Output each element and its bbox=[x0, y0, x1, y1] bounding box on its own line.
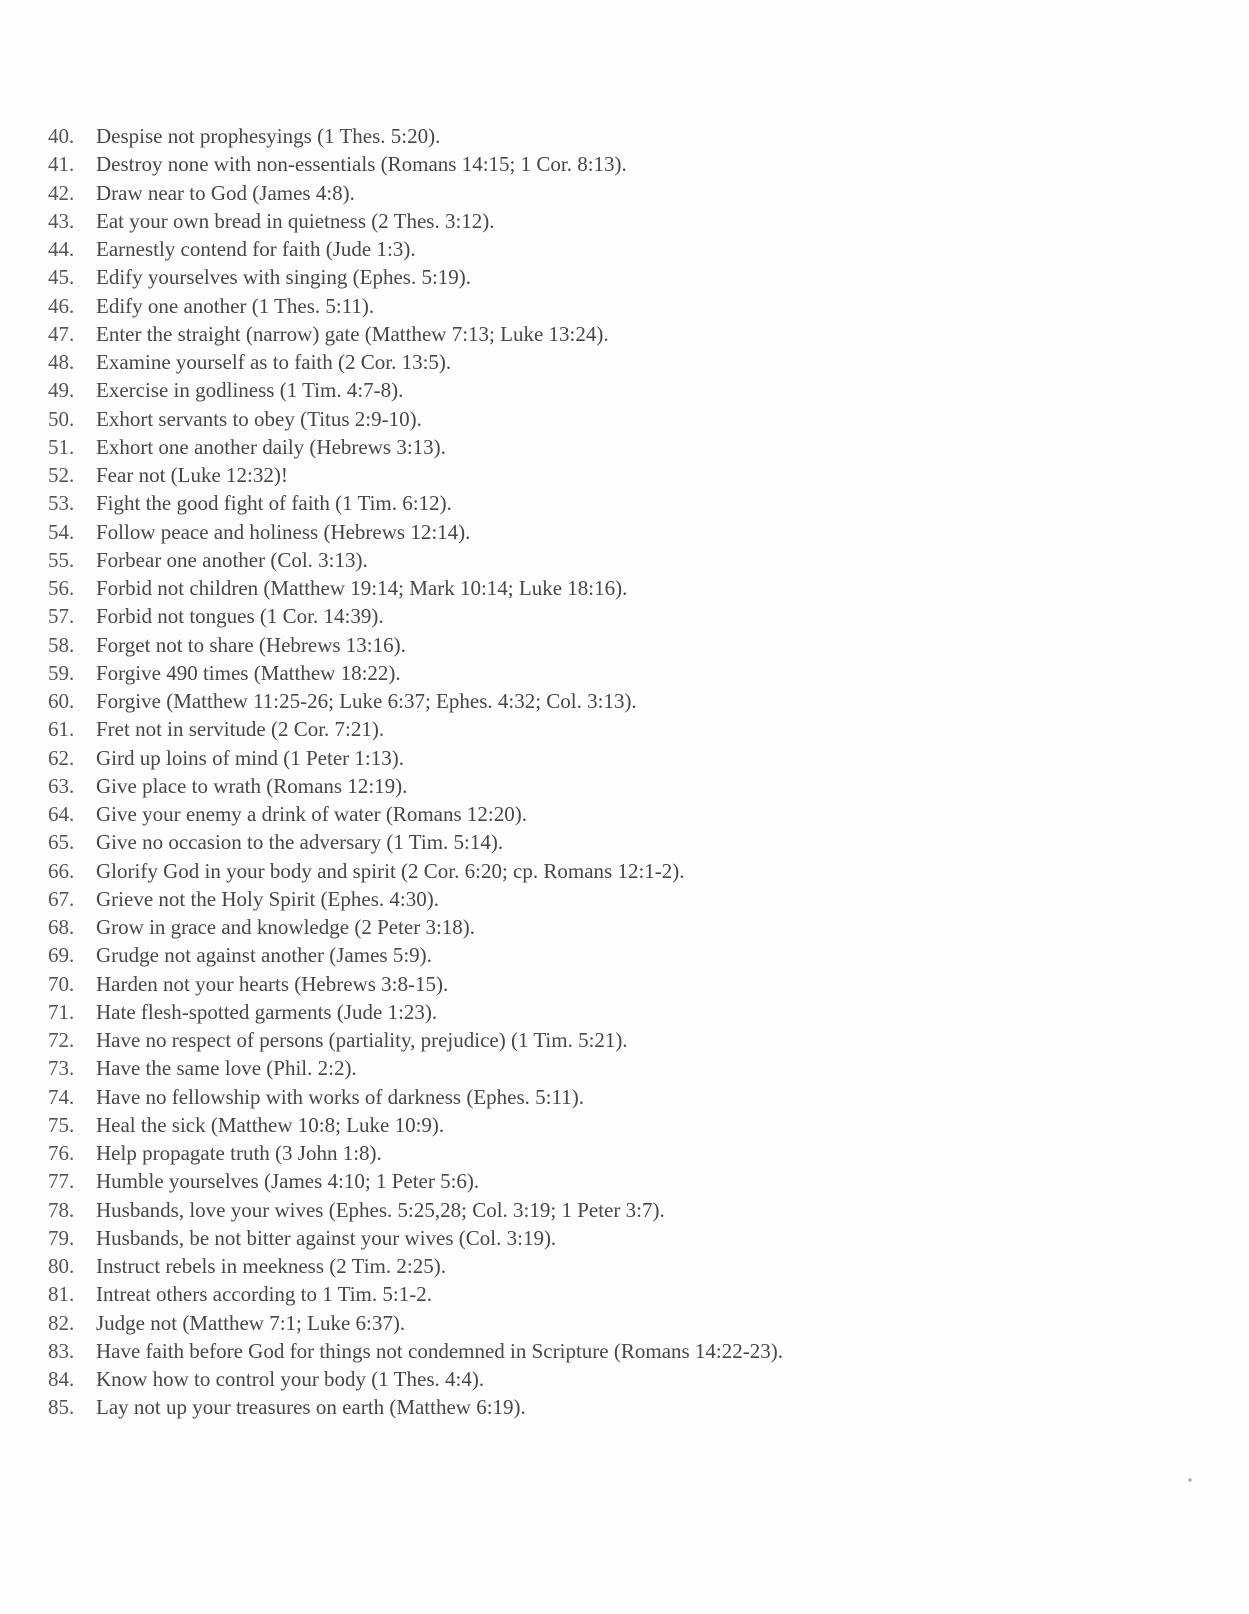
list-item bbox=[48, 546, 1208, 574]
item-text: Exhort one another daily (Hebrews 3:13). bbox=[96, 434, 446, 459]
item-number: 56. bbox=[48, 576, 75, 600]
item-text: Eat your own bread in quietness (2 Thes. 3:12). bbox=[96, 208, 495, 233]
list-item bbox=[48, 1280, 1208, 1308]
item-text: Glorify God in your body and spirit (2 Cor. 6:20; cp. Romans 12:1-2). bbox=[96, 858, 685, 883]
list-item bbox=[48, 207, 1208, 235]
list-item bbox=[48, 1224, 1208, 1252]
item-text: Give place to wrath (Romans 12:19). bbox=[96, 773, 408, 798]
item-text: Forbid not tongues (1 Cor. 14:39). bbox=[96, 604, 384, 629]
item-number: 46. bbox=[48, 293, 75, 318]
item-number: 68. bbox=[48, 915, 75, 939]
list-item bbox=[48, 602, 1208, 630]
item-number: 66. bbox=[48, 858, 75, 883]
list-item bbox=[48, 631, 1208, 659]
item-number: 74. bbox=[48, 1084, 75, 1109]
scan-speck bbox=[1188, 1478, 1192, 1482]
item-number: 60. bbox=[48, 689, 75, 713]
item-text: Edify one another (1 Thes. 5:11). bbox=[96, 293, 375, 318]
item-text: Fear not (Luke 12:32)! bbox=[96, 463, 288, 487]
item-text: Edify yourselves with singing (Ephes. 5:19). bbox=[96, 265, 472, 290]
item-text: Forgive 490 times (Matthew 18:22). bbox=[96, 660, 401, 685]
item-text: Hate flesh-spotted garments (Jude 1:23). bbox=[96, 999, 438, 1024]
list-item bbox=[48, 1252, 1208, 1280]
item-text: Have no respect of persons (partiality, prejudice) (1 Tim. 5:21). bbox=[96, 1028, 628, 1052]
item-text: Humble yourselves (James 4:10; 1 Peter 5:6). bbox=[96, 1169, 480, 1194]
list-item bbox=[48, 1365, 1208, 1393]
item-number: 43. bbox=[48, 208, 75, 233]
item-number: 84. bbox=[48, 1367, 75, 1391]
list-item bbox=[48, 489, 1208, 517]
list-item bbox=[48, 179, 1208, 207]
list-item bbox=[48, 1167, 1208, 1195]
list-item bbox=[48, 574, 1208, 602]
item-number: 75. bbox=[48, 1112, 75, 1137]
list-item bbox=[48, 235, 1208, 263]
list-item bbox=[48, 1337, 1208, 1365]
item-number: 40. bbox=[48, 124, 75, 148]
list-item bbox=[48, 941, 1208, 969]
item-text: Know how to control your body (1 Thes. 4:4). bbox=[96, 1367, 485, 1391]
item-text: Intreat others according to 1 Tim. 5:1-2. bbox=[96, 1282, 432, 1307]
item-text: Harden not your hearts (Hebrews 3:8-15). bbox=[96, 971, 449, 996]
list-item bbox=[48, 122, 1208, 150]
item-number: 49. bbox=[48, 378, 75, 403]
list-item bbox=[48, 659, 1208, 687]
item-text: Help propagate truth (3 John 1:8). bbox=[96, 1141, 382, 1165]
item-number: 82. bbox=[48, 1310, 75, 1335]
list-item bbox=[48, 433, 1208, 461]
item-number: 45. bbox=[48, 265, 75, 290]
list-item bbox=[48, 405, 1208, 433]
item-number: 70. bbox=[48, 971, 75, 996]
item-text: Exercise in godliness (1 Tim. 4:7-8). bbox=[96, 378, 404, 403]
item-number: 80. bbox=[48, 1254, 75, 1278]
item-text: Examine yourself as to faith (2 Cor. 13:5). bbox=[96, 350, 452, 374]
item-text: Draw near to God (James 4:8). bbox=[96, 180, 355, 205]
list-item bbox=[48, 518, 1208, 546]
item-text: Forget not to share (Hebrews 13:16). bbox=[96, 632, 406, 657]
item-text: Have faith before God for things not condemned in Scripture (Romans 14:22-23). bbox=[96, 1338, 784, 1363]
item-number: 83. bbox=[48, 1338, 75, 1363]
item-number: 50. bbox=[48, 406, 75, 431]
list-item bbox=[48, 461, 1208, 489]
list-item bbox=[48, 687, 1208, 715]
list-item bbox=[48, 348, 1208, 376]
item-number: 69. bbox=[48, 943, 75, 968]
item-number: 42. bbox=[48, 180, 75, 205]
item-text: Judge not (Matthew 7:1; Luke 6:37). bbox=[96, 1310, 406, 1335]
item-number: 81. bbox=[48, 1282, 75, 1307]
item-text: Forgive (Matthew 11:25-26; Luke 6:37; Ephes. 4:32; Col. 3:13). bbox=[96, 689, 637, 713]
item-number: 73. bbox=[48, 1056, 75, 1081]
item-number: 47. bbox=[48, 321, 75, 346]
item-number: 59. bbox=[48, 660, 75, 685]
item-text: Forbear one another (Col. 3:13). bbox=[96, 547, 368, 572]
item-text: Despise not prophesyings (1 Thes. 5:20). bbox=[96, 124, 441, 148]
item-text: Heal the sick (Matthew 10:8; Luke 10:9). bbox=[96, 1112, 445, 1137]
list-item bbox=[48, 1111, 1208, 1139]
list-item bbox=[48, 857, 1208, 885]
item-number: 57. bbox=[48, 604, 75, 629]
item-text: Grudge not against another (James 5:9). bbox=[96, 943, 432, 968]
item-text: Exhort servants to obey (Titus 2:9-10). bbox=[96, 406, 422, 431]
list-item bbox=[48, 320, 1208, 348]
list-item bbox=[48, 885, 1208, 913]
list-item bbox=[48, 1309, 1208, 1337]
list-item bbox=[48, 292, 1208, 320]
item-number: 77. bbox=[48, 1169, 75, 1194]
item-text: Follow peace and holiness (Hebrews 12:14). bbox=[96, 519, 471, 544]
list-item bbox=[48, 263, 1208, 291]
item-text: Husbands, be not bitter against your wives (Col. 3:19). bbox=[96, 1225, 557, 1250]
item-number: 63. bbox=[48, 773, 75, 798]
list-item bbox=[48, 1139, 1208, 1167]
list-item bbox=[48, 913, 1208, 941]
list-item bbox=[48, 800, 1208, 828]
item-text: Enter the straight (narrow) gate (Matthew 7:13; Luke 13:24). bbox=[96, 321, 609, 346]
list-item bbox=[48, 1196, 1208, 1224]
item-number: 79. bbox=[48, 1225, 75, 1250]
item-number: 65. bbox=[48, 830, 75, 855]
item-text: Destroy none with non-essentials (Romans 14:15; 1 Cor. 8:13). bbox=[96, 152, 627, 177]
list-item bbox=[48, 1083, 1208, 1111]
item-text: Grieve not the Holy Spirit (Ephes. 4:30). bbox=[96, 886, 439, 911]
item-text: Earnestly contend for faith (Jude 1:3). bbox=[96, 237, 416, 261]
item-number: 53. bbox=[48, 491, 75, 516]
item-number: 41. bbox=[48, 152, 75, 177]
item-text: Fret not in servitude (2 Cor. 7:21). bbox=[96, 717, 385, 742]
item-text: Instruct rebels in meekness (2 Tim. 2:25). bbox=[96, 1254, 446, 1278]
list-item bbox=[48, 150, 1208, 178]
item-number: 67. bbox=[48, 886, 75, 911]
item-number: 52. bbox=[48, 463, 75, 487]
item-text: Have the same love (Phil. 2:2). bbox=[96, 1056, 357, 1081]
list-item bbox=[48, 970, 1208, 998]
item-text: Give your enemy a drink of water (Romans 12:20). bbox=[96, 802, 527, 826]
item-number: 78. bbox=[48, 1197, 75, 1222]
list-item bbox=[48, 1054, 1208, 1082]
item-number: 61. bbox=[48, 717, 75, 742]
list-item bbox=[48, 772, 1208, 800]
item-text: Forbid not children (Matthew 19:14; Mark 10:14; Luke 18:16). bbox=[96, 576, 628, 600]
commands-list bbox=[48, 122, 1208, 1422]
item-text: Grow in grace and knowledge (2 Peter 3:18). bbox=[96, 915, 476, 939]
item-number: 44. bbox=[48, 237, 75, 261]
item-text: Have no fellowship with works of darkness (Ephes. 5:11). bbox=[96, 1084, 584, 1109]
item-text: Husbands, love your wives (Ephes. 5:25,28; Col. 3:19; 1 Peter 3:7). bbox=[96, 1197, 665, 1222]
item-text: Lay not up your treasures on earth (Matthew 6:19). bbox=[96, 1395, 526, 1420]
item-text: Give no occasion to the adversary (1 Tim. 5:14). bbox=[96, 830, 504, 855]
item-number: 62. bbox=[48, 745, 75, 770]
list-item bbox=[48, 715, 1208, 743]
list-item bbox=[48, 828, 1208, 856]
item-number: 58. bbox=[48, 632, 75, 657]
item-number: 72. bbox=[48, 1028, 75, 1052]
item-text: Fight the good fight of faith (1 Tim. 6:12). bbox=[96, 491, 452, 516]
list-item bbox=[48, 376, 1208, 404]
item-number: 64. bbox=[48, 802, 75, 826]
item-number: 51. bbox=[48, 434, 75, 459]
item-number: 48. bbox=[48, 350, 75, 374]
item-number: 54. bbox=[48, 519, 75, 544]
list-item bbox=[48, 1393, 1208, 1421]
list-item bbox=[48, 744, 1208, 772]
item-number: 85. bbox=[48, 1395, 75, 1420]
item-text: Gird up loins of mind (1 Peter 1:13). bbox=[96, 745, 404, 770]
list-item bbox=[48, 998, 1208, 1026]
list-item bbox=[48, 1026, 1208, 1054]
item-number: 71. bbox=[48, 999, 75, 1024]
item-number: 76. bbox=[48, 1141, 75, 1165]
item-number: 55. bbox=[48, 547, 75, 572]
